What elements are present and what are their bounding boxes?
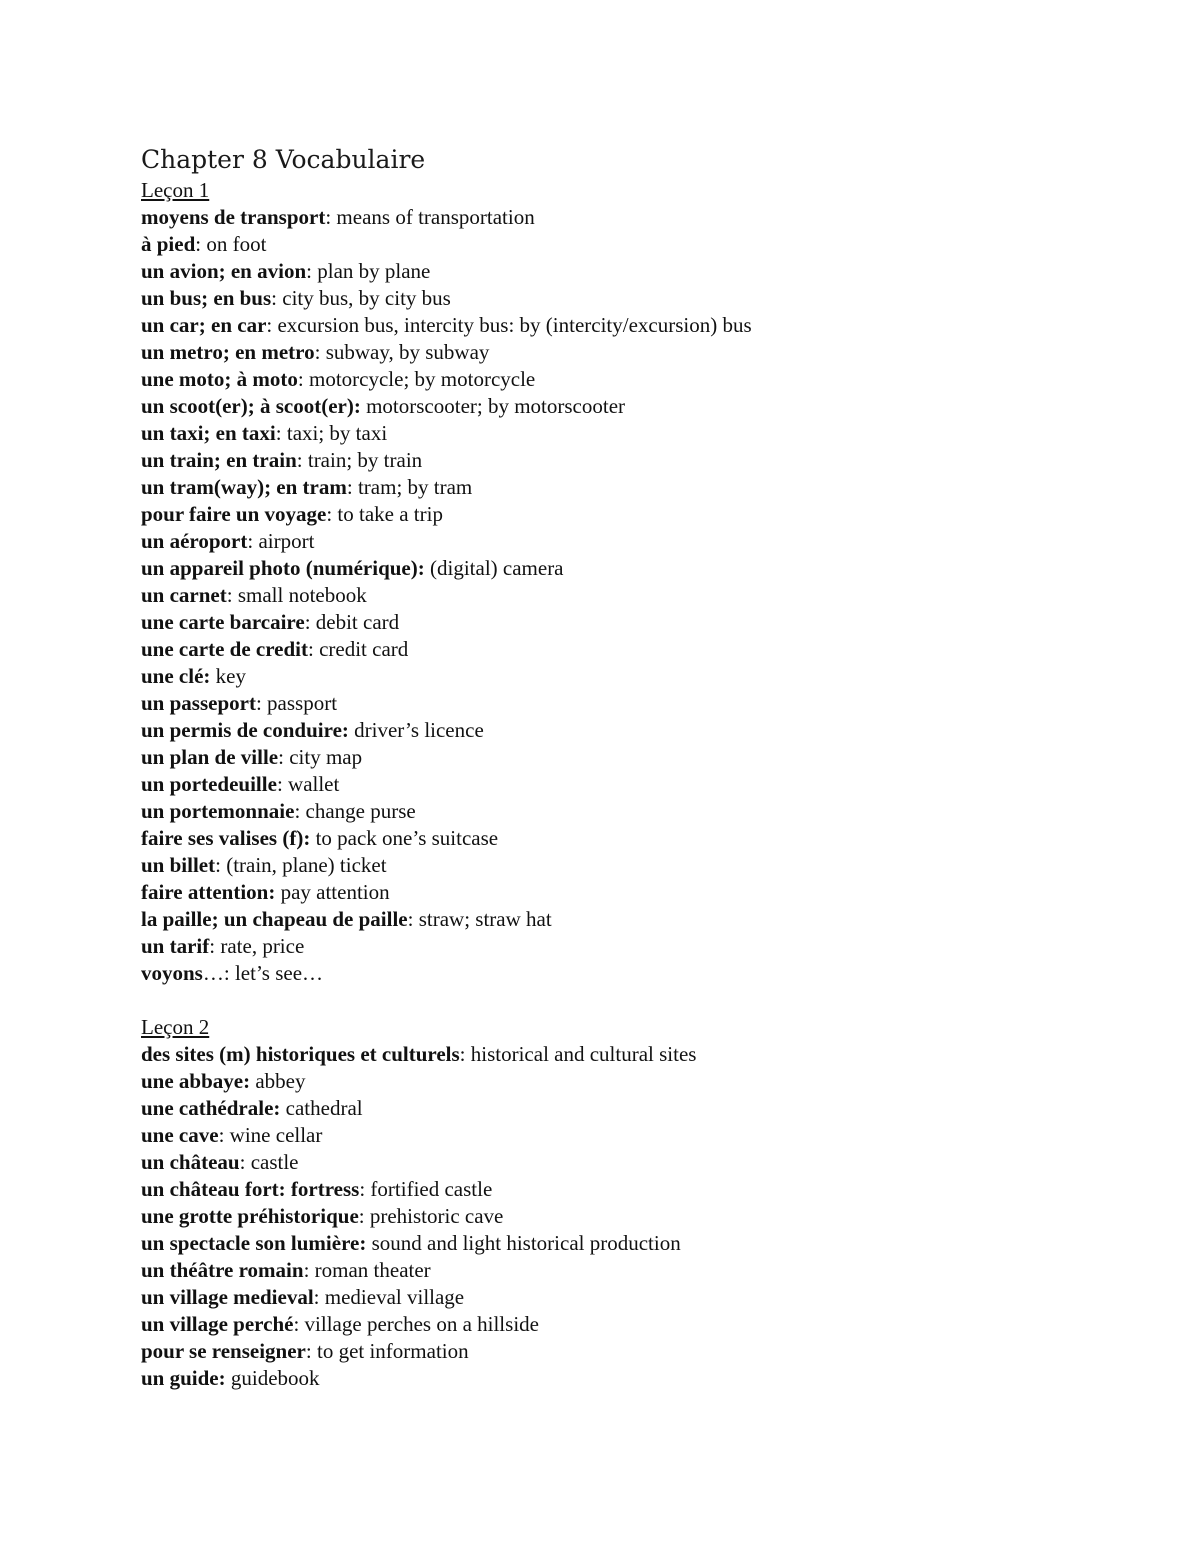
vocab-definition: to get information: [316, 1339, 469, 1363]
vocab-entry: [141, 1203, 1141, 1230]
vocab-definition: wallet: [288, 772, 340, 796]
vocab-entry: [141, 339, 1141, 366]
vocab-separator: :: [359, 1177, 371, 1201]
vocab-separator: :: [304, 610, 316, 634]
vocab-definition: city bus, by city bus: [282, 286, 451, 310]
vocab-separator: :: [293, 1312, 305, 1336]
vocab-definition: plan by plane: [317, 259, 431, 283]
vocab-entry: [141, 1365, 1141, 1392]
vocab-term: moyens de transport: [141, 205, 326, 229]
vocab-separator: :: [314, 340, 326, 364]
vocab-separator: :: [276, 772, 289, 796]
vocab-definition: historical and cultural sites: [470, 1042, 697, 1066]
vocab-separator: :: [305, 1339, 317, 1363]
vocab-definition: debit card: [315, 610, 400, 634]
vocab-definition: sound and light historical production: [371, 1231, 681, 1255]
vocab-entry: [141, 1311, 1141, 1338]
vocab-term: un carnet: [141, 583, 227, 607]
vocab-separator: :: [358, 1204, 370, 1228]
vocab-definition: airport: [258, 529, 315, 553]
vocab-term: voyons: [141, 961, 203, 985]
vocab-definition: prehistoric cave: [369, 1204, 504, 1228]
vocab-term: un permis de conduire:: [141, 718, 349, 742]
vocab-definition: change purse: [305, 799, 416, 823]
vocab-entry: [141, 366, 1141, 393]
vocab-definition: village perches on a hillside: [304, 1312, 539, 1336]
vocab-entry: [141, 1257, 1141, 1284]
vocab-entry: [141, 285, 1141, 312]
vocab-definition: guidebook: [230, 1366, 320, 1390]
vocab-term: un taxi; en taxi: [141, 421, 276, 445]
vocab-definition: train; by train: [307, 448, 423, 472]
vocab-definition: wine cellar: [229, 1123, 323, 1147]
vocab-term: un plan de ville: [141, 745, 279, 769]
vocab-entry: [141, 420, 1141, 447]
vocab-term: un château: [141, 1150, 240, 1174]
vocab-entry: [141, 528, 1141, 555]
vocab-entry: [141, 501, 1141, 528]
vocab-separator: :: [247, 529, 259, 553]
vocab-separator: :: [296, 448, 308, 472]
vocab-term: une grotte préhistorique: [141, 1204, 359, 1228]
vocab-separator: …:: [202, 961, 235, 985]
vocab-separator: :: [294, 799, 306, 823]
vocab-definition: medieval village: [324, 1285, 465, 1309]
section-spacer: [141, 987, 1141, 1014]
lesson-heading: Leçon 1: [141, 178, 210, 202]
vocab-term: une cathédrale:: [141, 1096, 281, 1120]
vocab-term: à pied: [141, 232, 196, 256]
vocab-separator: :: [266, 313, 278, 337]
vocab-separator: :: [278, 745, 290, 769]
vocab-definition: motorscooter; by motorscooter: [366, 394, 626, 418]
vocab-term: un aéroport: [141, 529, 248, 553]
vocab-definition: city map: [289, 745, 363, 769]
vocab-separator: :: [306, 259, 318, 283]
vocab-entry: [141, 204, 1141, 231]
vocab-term: un village medieval: [141, 1285, 314, 1309]
vocab-entry: [141, 474, 1141, 501]
vocab-definition: rate, price: [220, 934, 305, 958]
vocab-definition: passport: [267, 691, 338, 715]
vocab-entry: [141, 798, 1141, 825]
vocab-entry: [141, 1068, 1141, 1095]
vocab-separator: :: [459, 1042, 471, 1066]
vocab-entry: [141, 960, 1141, 987]
vocab-definition: excursion bus, intercity bus: by (intercity/excursion) bus: [277, 313, 752, 337]
lesson-section: [141, 177, 1141, 987]
vocab-term: une abbaye:: [141, 1069, 251, 1093]
vocab-definition: castle: [250, 1150, 299, 1174]
vocab-term: un tarif: [141, 934, 210, 958]
vocab-definition: pay attention: [280, 880, 390, 904]
page-title: Chapter 8 Vocabulaire: [141, 145, 426, 174]
vocab-definition: motorcycle; by motorcycle: [309, 367, 536, 391]
vocab-term: pour faire un voyage: [141, 502, 327, 526]
vocab-separator: :: [297, 367, 309, 391]
vocab-separator: :: [271, 286, 283, 310]
vocab-term: la paille; un chapeau de paille: [141, 907, 408, 931]
vocab-entry: [141, 1176, 1141, 1203]
vocab-term: une clé:: [141, 664, 211, 688]
vocab-entry: [141, 690, 1141, 717]
vocab-separator: :: [239, 1150, 251, 1174]
vocab-separator: :: [255, 691, 268, 715]
vocab-separator: :: [226, 583, 238, 607]
vocab-entry: [141, 825, 1141, 852]
vocab-entry: [141, 1230, 1141, 1257]
vocab-term: une carte barcaire: [141, 610, 305, 634]
vocab-term: une cave: [141, 1123, 219, 1147]
vocab-separator: :: [326, 502, 338, 526]
vocab-definition: tram; by tram: [357, 475, 473, 499]
vocab-definition: fortified castle: [370, 1177, 493, 1201]
vocab-entry: [141, 231, 1141, 258]
vocab-separator: :: [346, 475, 358, 499]
vocab-entry: [141, 717, 1141, 744]
vocab-term: faire attention:: [141, 880, 276, 904]
vocab-entry: [141, 663, 1141, 690]
vocab-entry: [141, 906, 1141, 933]
vocab-separator: :: [313, 1285, 325, 1309]
vocab-term: pour se renseigner: [141, 1339, 306, 1363]
vocab-entry: [141, 582, 1141, 609]
vocab-definition: key: [215, 664, 246, 688]
vocab-definition: let’s see…: [234, 961, 324, 985]
vocab-entry: [141, 636, 1141, 663]
lesson-section: [141, 1014, 1141, 1392]
lessons-container: [141, 177, 1141, 1392]
vocab-entry: [141, 1338, 1141, 1365]
lesson-heading: Leçon 2: [141, 1015, 210, 1039]
vocab-term: un passeport: [141, 691, 256, 715]
vocab-separator: :: [195, 232, 207, 256]
vocab-entry: [141, 447, 1141, 474]
vocab-term: un village perché: [141, 1312, 294, 1336]
vocab-definition: subway, by subway: [325, 340, 490, 364]
vocab-term: un train; en train: [141, 448, 297, 472]
vocab-definition: driver’s licence: [354, 718, 484, 742]
vocab-term: un portemonnaie: [141, 799, 295, 823]
vocab-definition: on foot: [206, 232, 267, 256]
vocab-definition: straw; straw hat: [418, 907, 552, 931]
vocab-definition: abbey: [255, 1069, 306, 1093]
vocab-entry: [141, 933, 1141, 960]
vocab-definition: taxi; by taxi: [286, 421, 388, 445]
vocab-definition: to take a trip: [337, 502, 443, 526]
vocab-separator: :: [407, 907, 419, 931]
vocab-separator: :: [307, 637, 320, 661]
vocab-term: un bus; en bus: [141, 286, 272, 310]
vocab-definition: small notebook: [237, 583, 367, 607]
vocab-entry: [141, 1149, 1141, 1176]
vocab-term: faire ses valises (f):: [141, 826, 311, 850]
vocab-term: un car; en car: [141, 313, 267, 337]
vocab-separator: :: [325, 205, 337, 229]
vocab-term: une carte de credit: [141, 637, 308, 661]
vocab-term: un portedeuille: [141, 772, 277, 796]
vocab-definition: roman theater: [314, 1258, 431, 1282]
vocab-definition: cathedral: [285, 1096, 363, 1120]
vocab-entry: [141, 312, 1141, 339]
vocab-definition: means of transportation: [336, 205, 535, 229]
vocab-definition: to pack one’s suitcase: [315, 826, 499, 850]
vocab-entry: [141, 744, 1141, 771]
vocab-entry: [141, 1284, 1141, 1311]
vocab-entry: [141, 1122, 1141, 1149]
vocab-entry: [141, 258, 1141, 285]
vocab-entry: [141, 1041, 1141, 1068]
vocab-entry: [141, 1095, 1141, 1122]
document-page: [141, 143, 1141, 1392]
vocab-entry: [141, 879, 1141, 906]
vocab-term: un billet: [141, 853, 216, 877]
vocab-separator: :: [209, 934, 221, 958]
vocab-term: un metro; en metro: [141, 340, 315, 364]
vocab-definition: (digital) camera: [430, 556, 564, 580]
vocab-term: un théâtre romain: [141, 1258, 304, 1282]
vocab-term: un spectacle son lumière:: [141, 1231, 367, 1255]
vocab-term: un scoot(er); à scoot(er):: [141, 394, 361, 418]
vocab-term: un tram(way); en tram: [141, 475, 347, 499]
vocab-term: des sites (m) historiques et culturels: [141, 1042, 460, 1066]
vocab-term: un avion; en avion: [141, 259, 307, 283]
vocab-definition: credit card: [319, 637, 409, 661]
vocab-entry: [141, 393, 1141, 420]
vocab-entry: [141, 609, 1141, 636]
vocab-entry: [141, 771, 1141, 798]
vocab-term: une moto; à moto: [141, 367, 298, 391]
vocab-entry: [141, 555, 1141, 582]
vocab-separator: :: [303, 1258, 315, 1282]
vocab-entry: [141, 852, 1141, 879]
vocab-term: un guide:: [141, 1366, 226, 1390]
vocab-term: un appareil photo (numérique):: [141, 556, 425, 580]
vocab-separator: :: [218, 1123, 230, 1147]
vocab-term: un château fort: fortress: [141, 1177, 360, 1201]
vocab-separator: :: [215, 853, 227, 877]
vocab-definition: (train, plane) ticket: [226, 853, 387, 877]
vocab-separator: :: [275, 421, 287, 445]
